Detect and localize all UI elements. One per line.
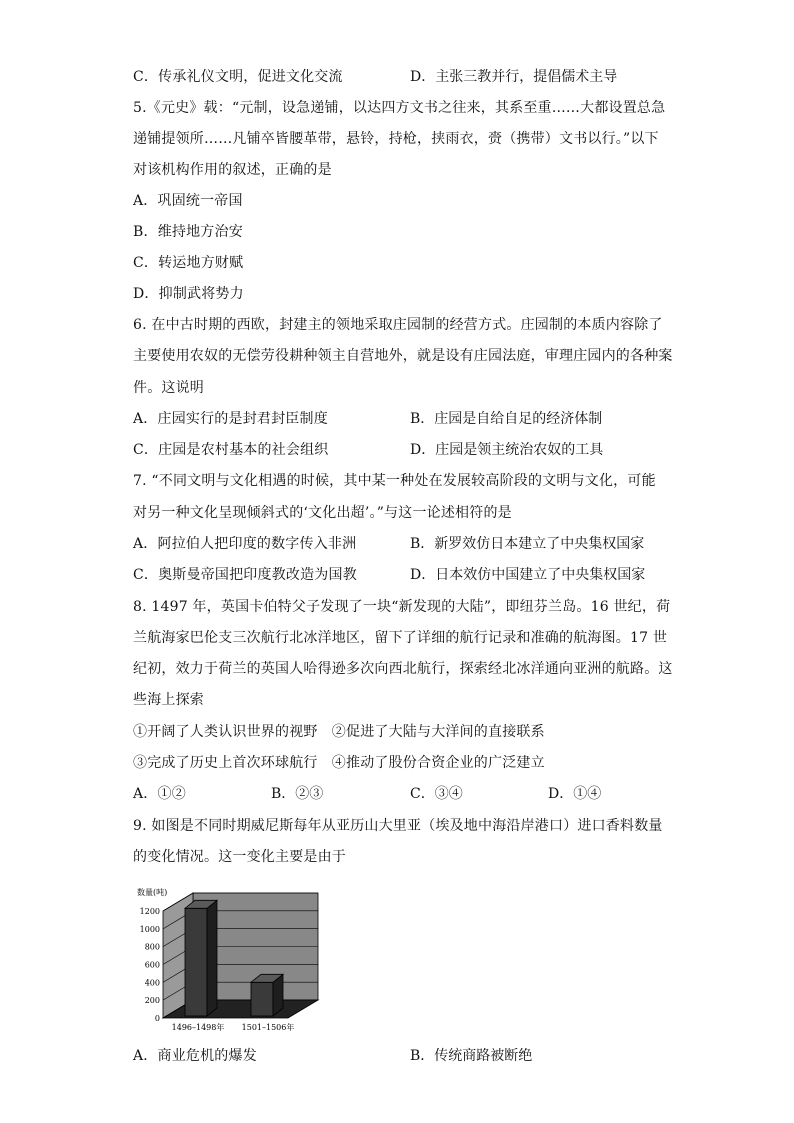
q9-option-b: B．传统商路被断绝 (410, 1048, 533, 1064)
q6-stem-line-3: 件。这说明 (133, 380, 204, 396)
spice-import-bar-chart (133, 884, 333, 1034)
q7-stem-line-1: 7. “不同文明与文化相遇的时候，其中某一种处在发展较高阶段的文明与文化，可能 (133, 473, 656, 489)
q8-option-d: D．①④ (548, 786, 602, 802)
q9-stem-line-2: 的变化情况。这一变化主要是由于 (133, 849, 346, 865)
q4-option-d: D．主张三教并行，提倡儒术主导 (410, 69, 618, 85)
q6-option-d: D．庄园是领主统治农奴的工具 (410, 442, 604, 458)
y-tick-label: 0 (154, 1014, 160, 1023)
y-tick-label: 600 (144, 960, 160, 970)
q6-stem-line-1: 6. 在中古时期的西欧，封建主的领地采取庄园制的经营方式。庄园制的本质内容除了 (133, 317, 663, 333)
q6-stem-line-2: 主要使用农奴的无偿劳役耕种领主自营地外，就是设有庄园法庭，审理庄园内的各种案 (133, 348, 673, 364)
q9-stem-line-1: 9. 如图是不同时期威尼斯每年从亚历山大里亚（埃及地中海沿岸港口）进口香料数量 (133, 818, 663, 834)
q7-option-b: B．新罗效仿日本建立了中央集权国家 (410, 536, 645, 552)
x-tick-label: 1501–1506年 (241, 1023, 295, 1032)
q6-option-a: A．庄园实行的是封君封臣制度 (133, 411, 328, 427)
q8-stem-line-2: 兰航海家巴伦支三次航行北冰洋地区，留下了详细的航行记录和准确的航海图。17 世 (133, 630, 668, 646)
q8-stem-line-1: 8. 1497 年，英国卡伯特父子发现了一块“新发现的大陆”，即纽芬兰岛。16 世纪，荷 (133, 599, 671, 615)
y-tick-label: 200 (144, 996, 160, 1006)
q8-stem-line-3: 纪初，效力于荷兰的英国人哈得逊多次向西北航行，探索经北冰洋通向亚洲的航路。这 (133, 661, 673, 677)
y-tick-label: 800 (144, 942, 160, 952)
q5-stem-line-2: 递铺提领所……凡铺卒皆腰革带，悬铃，持枪，挟雨衣，赍（携带）文书以行。”以下 (133, 131, 659, 147)
q6-option-b: B．庄园是自给自足的经济体制 (410, 411, 603, 427)
q8-item-line-1: ①开阔了人类认识世界的视野 ②促进了大陆与大洋间的直接联系 (133, 724, 545, 740)
q5-option-d: D．抑制武将势力 (133, 286, 244, 302)
bar-1 (185, 908, 207, 1016)
q7-option-c: C．奥斯曼帝国把印度教改造为国教 (133, 567, 357, 583)
q5-option-a: A．巩固统一帝国 (133, 193, 243, 209)
q8-option-c: C．③④ (410, 786, 463, 802)
q8-option-b: B．②③ (271, 786, 324, 802)
q5-option-b: B．维持地方治安 (133, 224, 243, 240)
q9-option-a: A．商业危机的爆发 (133, 1048, 257, 1064)
y-tick-label: 1000 (139, 924, 160, 934)
q7-stem-line-2: 对另一种文化呈现倾斜式的‘文化出超’。”与这一论述相符的是 (133, 505, 512, 521)
q5-option-c: C．转运地方财赋 (133, 255, 244, 271)
q5-stem-line-1: 5.《元史》载：“元制，设急递铺，以达四方文书之往来，其系至重……大都设置总急 (133, 100, 666, 116)
q7-option-d: D．日本效仿中国建立了中央集权国家 (410, 567, 646, 583)
q8-option-a: A．①② (133, 786, 186, 802)
q7-option-a: A．阿拉伯人把印度的数字传入非洲 (133, 536, 357, 552)
bar-2 (251, 982, 273, 1016)
q8-item-line-2: ③完成了历史上首次环球航行 ④推动了股份合资企业的广泛建立 (133, 755, 545, 771)
x-tick-label: 1496–1498年 (171, 1023, 225, 1032)
q5-stem-line-3: 对该机构作用的叙述，正确的是 (133, 162, 332, 178)
y-tick-label: 1200 (139, 907, 160, 916)
q4-option-c: C．传承礼仪文明，促进文化交流 (133, 69, 343, 85)
q6-option-c: C．庄园是农村基本的社会组织 (133, 442, 329, 458)
y-tick-label: 400 (144, 978, 160, 988)
bar-1-side (207, 900, 217, 1016)
q8-stem-line-4: 些海上探索 (133, 692, 204, 708)
y-axis-label: 数量(吨) (137, 888, 168, 897)
